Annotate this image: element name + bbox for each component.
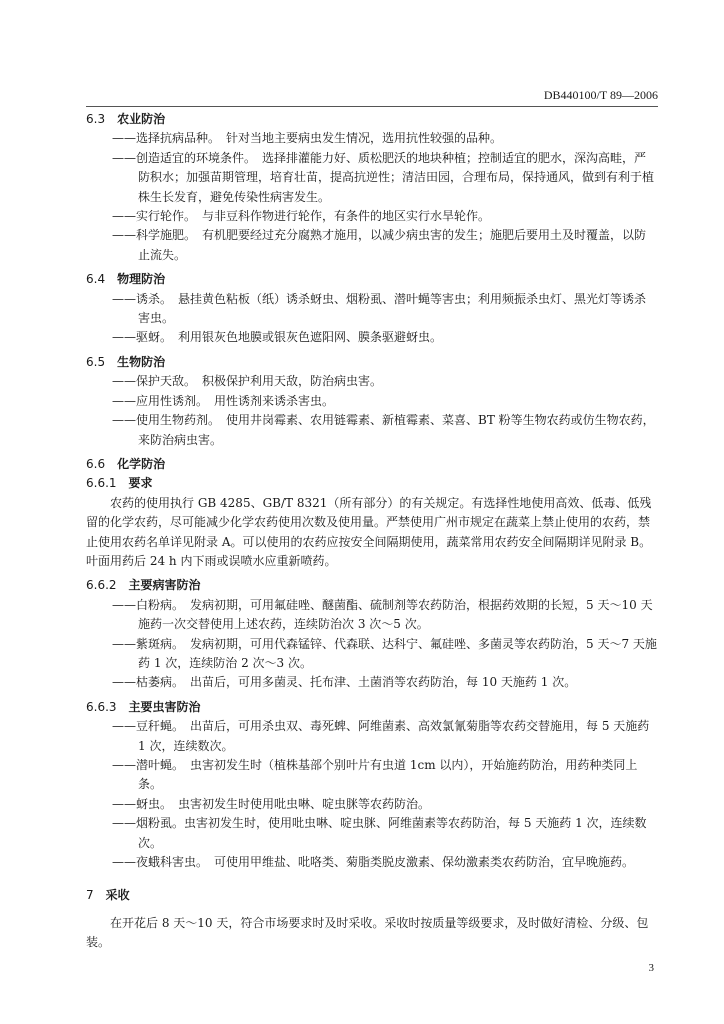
list-item: ——白粉病。 发病初期，可用氟硅唑、醚菌酯、硫制剂等农药防治，根据药效期的长短，5 天～10 天施药一次交替使用上述农药，连续防治次 3 次～5 次。 [112,597,653,632]
section-title: 主要虫害防治 [128,699,201,714]
section-heading-6-6-2 [86,576,658,595]
list-item: ——紫斑病。 发病初期，可用代森锰锌、代森联、达科宁、氟硅唑、多菌灵等农药防治，5 天～7 天施药 1 次，连续防治 2 次～3 次。 [112,636,657,670]
section-number: 6.6.3 [86,699,117,714]
list-item: ——枯萎病。 出苗后，可用多菌灵、托布津、土菌消等农药防治，每 10 天施药 1 次。 [112,675,577,690]
document-body [86,110,658,953]
section-number: 6.3 [86,112,106,126]
section-title: 生物防治 [117,354,166,369]
standard-code: DB440100/T 89—2006 [543,88,658,102]
section-title: 物理防治 [117,272,166,287]
section-number: 6.6.1 [86,476,117,491]
section-heading-6-3 [86,110,658,129]
section-number: 7 [86,888,94,903]
paragraph: 农药的使用执行 GB 4285、GB/T 8321（所有部分）的有关规定。有选择性地使用高效、低毒、低残留的化学农药，尽可能减少化学农药使用次数及使用量。严禁使用广州市规定在蔬菜上禁止使用的农药，禁止使用农药名单详见附录 A。可以使用的农药应按安全间隔期使用，蔬菜常用农药安全间隔期详见附录 B。叶面用药后 24 h 内下雨或误喷水应重新喷药。 [86,495,652,568]
section-heading-6-4 [86,270,658,289]
list-item: ——夜蛾科害虫。 可使用甲维盐、吡咯类、菊脂类脱皮激素、保幼激素类农药防治，宜早晚施药。 [112,855,635,870]
section-number: 6.4 [86,272,106,287]
section-title: 要求 [128,476,153,491]
list-item: ——豆秆蝇。 出苗后，可用杀虫双、毒死蜱、阿维菌素、高效氯氰菊脂等农药交替施用，每 5 天施药 1 次，连续数次。 [112,719,650,753]
list-item: ——实行轮作。 与非豆科作物进行轮作，有条件的地区实行水旱轮作。 [112,209,491,224]
section-number: 6.6 [86,456,106,471]
section-title: 主要病害防治 [128,578,201,593]
section-heading-6-6-1 [86,474,658,493]
section-heading-7 [86,886,658,905]
list-item: ——应用性诱剂。 用性诱剂来诱杀害虫。 [112,393,335,408]
section-number: 6.5 [86,354,106,369]
section-title: 化学防治 [117,456,166,471]
header-divider [86,106,658,107]
section-heading-6-6-3 [86,698,658,717]
section-title: 农业防治 [117,112,166,126]
list-item: ——科学施肥。 有机肥要经过充分腐熟才施用，以减少病虫害的发生；施肥后要用土及时覆盖，以防止流失。 [112,228,647,262]
list-item: ——驱蚜。 利用银灰色地膜或银灰色遮阳网、膜条驱避蚜虫。 [112,330,443,345]
list-item: ——创造适宜的环境条件。 选择排灌能力好、质松肥沃的地块种植；控制适宜的肥水，深沟高畦，严防积水；加强苗期管理，培育壮苗，提高抗逆性；清洁田园，合理布局，保持通风，做到有利于植株生长发育，避免传染性病害发生。 [112,150,655,204]
list-item: ——使用生物药剂。 使用井岗霉素、农用链霉素、新植霉素、菜喜、BT 粉等生物农药或仿生物农药，来防治病虫害。 [112,413,655,447]
list-item: ——烟粉虱。虫害初发生时，使用吡虫啉、啶虫脒、阿维菌素等农药防治，每 5 天施药 1 次，连续数次。 [112,816,647,850]
section-title: 采收 [105,888,130,903]
list-item: ——选择抗病品种。 针对当地主要病虫发生情况，选用抗性较强的品种。 [112,131,503,146]
paragraph: 在开花后 8 天～10 天，符合市场要求时及时采收。采收时按质量等级要求，及时做好清检、分级、包装。 [86,915,649,950]
section-number: 6.6.2 [86,578,117,593]
list-item: ——潜叶蝇。 虫害初发生时（植株基部个别叶片有虫道 1cm 以内），开始施药防治，用药种类同上条。 [112,758,638,792]
list-item: ——保护天敌。 积极保护利用天敌，防治病虫害。 [112,374,383,389]
page-number: 3 [648,962,654,974]
list-item: ——蚜虫。 虫害初发生时使用吡虫啉、啶虫脒等农药防治。 [112,796,431,811]
list-item: ——诱杀。 悬挂黄色粘板（纸）诱杀蚜虫、烟粉虱、潜叶蝇等害虫；利用频振杀虫灯、黑光灯等诱杀害虫。 [112,291,647,326]
section-heading-6-6 [86,455,658,474]
section-heading-6-5 [86,353,658,372]
